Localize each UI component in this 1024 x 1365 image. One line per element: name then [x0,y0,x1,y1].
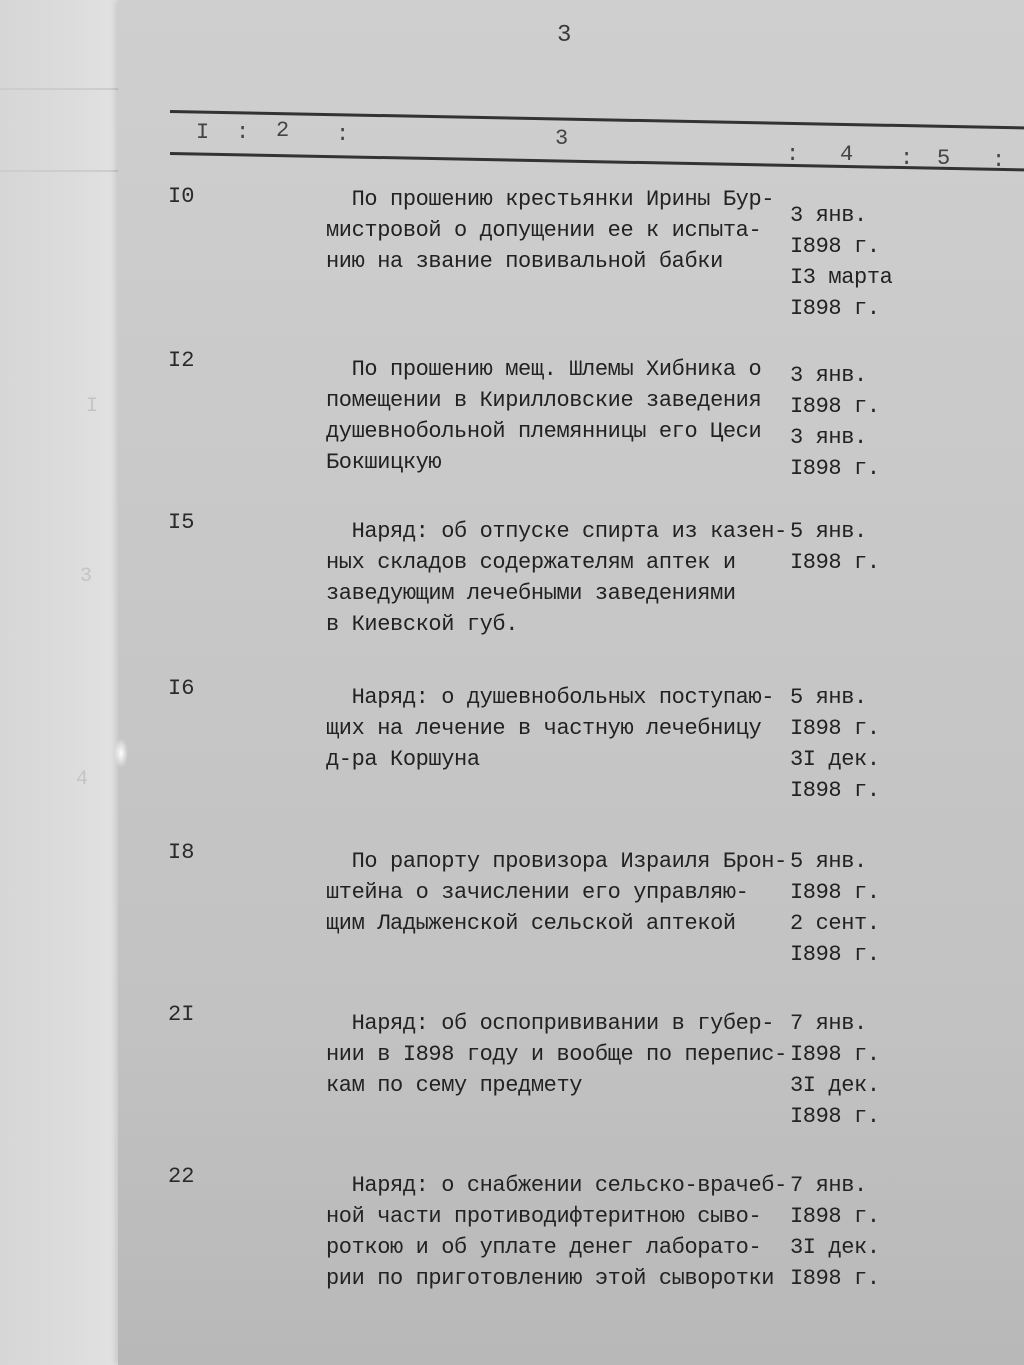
entry-description [326,1008,796,1101]
entry-dates [790,1170,880,1294]
description-line: Наряд: о снабжении сельско-врачеб- [326,1173,787,1198]
description-line: Бокшицкую [326,450,442,475]
date-line: 3 янв. [790,363,867,388]
description-line: штейна о зачислении его управляю- [326,880,749,905]
column-separator: : [786,142,800,167]
description-line: Наряд: о душевнобольных поступаю- [326,685,775,710]
bleed-through-number: 4 [76,768,89,791]
description-line: Наряд: об отпуске спирта из казен- [326,519,787,544]
date-line: I898 г. [790,456,880,481]
date-line: I898 г. [790,394,880,419]
description-line: в Киевской губ. [326,612,519,637]
entry-dates [790,516,880,578]
description-line: щих на лечение в частную лечебницу [326,716,762,741]
description-line: кам по сему предмету [326,1073,583,1098]
column-header-1: I [196,120,210,145]
entry-number: I0 [168,184,195,209]
date-line: 3I дек. [790,1073,880,1098]
column-separator: : [336,122,350,147]
date-line: I3 марта [790,265,893,290]
description-line: щим Ладыженской сельской аптекой [326,911,736,936]
date-line: 7 янв. [790,1173,867,1198]
ghost-rule [0,170,132,172]
column-header-2: 2 [276,118,290,143]
column-header-3: 3 [555,126,569,151]
date-line: I898 г. [790,778,880,803]
date-line: I898 г. [790,1042,880,1067]
page-number: 3 [557,22,572,49]
date-line: I898 г. [790,880,880,905]
entry-description [326,846,796,939]
bleed-through-number: 3 [80,565,93,588]
column-separator: : [236,120,250,145]
description-line: ной части противодифтеритною сыво- [326,1204,762,1229]
description-line: заведующим лечебными заведениями [326,581,736,606]
date-line: I898 г. [790,550,880,575]
date-line: 2 сент. [790,911,880,936]
date-line: I898 г. [790,1104,880,1129]
entry-dates [790,846,880,970]
description-line: По прошению мещ. Шлемы Хибника о [326,357,762,382]
description-line: роткою и об уплате денег лаборато- [326,1235,762,1260]
entry-number: I5 [168,510,195,535]
description-line: рии по приготовлению этой сыворотки [326,1266,775,1291]
date-line: 5 янв. [790,519,867,544]
description-line: мистровой о допущении ее к испыта- [326,218,762,243]
entry-number: I2 [168,348,195,373]
date-line: I898 г. [790,296,880,321]
description-line: д-ра Коршуна [326,747,480,772]
column-header-4: 4 [840,142,854,167]
entry-number: I8 [168,840,195,865]
column-separator: : [900,146,914,171]
date-line: I898 г. [790,942,880,967]
date-line: I898 г. [790,1204,880,1229]
description-line: ных складов содержателям аптек и [326,550,736,575]
entry-description [326,1170,796,1294]
date-line: I898 г. [790,234,880,259]
entry-dates [790,200,892,324]
entry-description [326,354,796,478]
entry-description [326,682,796,775]
description-line: По рапорту провизора Израиля Брон- [326,849,787,874]
description-line: нию на звание повивальной бабки [326,249,723,274]
light-glare [114,738,128,768]
column-header-5: 5 [937,146,951,171]
date-line: 3 янв. [790,203,867,228]
date-line: 3I дек. [790,747,880,772]
date-line: 5 янв. [790,849,867,874]
entry-description [326,516,796,640]
entry-description [326,184,796,277]
entry-number: I6 [168,676,195,701]
bleed-through-number: I [86,395,99,418]
column-separator: : [992,148,1006,173]
entry-dates [790,1008,880,1132]
date-line: 5 янв. [790,685,867,710]
ghost-rule [0,88,132,90]
description-line: нии в I898 году и вообще по перепис- [326,1042,787,1067]
description-line: помещении в Кирилловские заведения [326,388,762,413]
entry-number: 2I [168,1002,195,1027]
entry-dates [790,682,880,806]
date-line: 3I дек. [790,1235,880,1260]
date-line: I898 г. [790,1266,880,1291]
left-page-edge [0,0,132,1365]
entry-dates [790,360,880,484]
date-line: I898 г. [790,716,880,741]
description-line: По прошению крестьянки Ирины Бур- [326,187,775,212]
entry-number: 22 [168,1164,195,1189]
date-line: 3 янв. [790,425,867,450]
description-line: душевнобольной племянницы его Цеси [326,419,762,444]
date-line: 7 янв. [790,1011,867,1036]
description-line: Наряд: об оспопрививании в губер- [326,1011,775,1036]
